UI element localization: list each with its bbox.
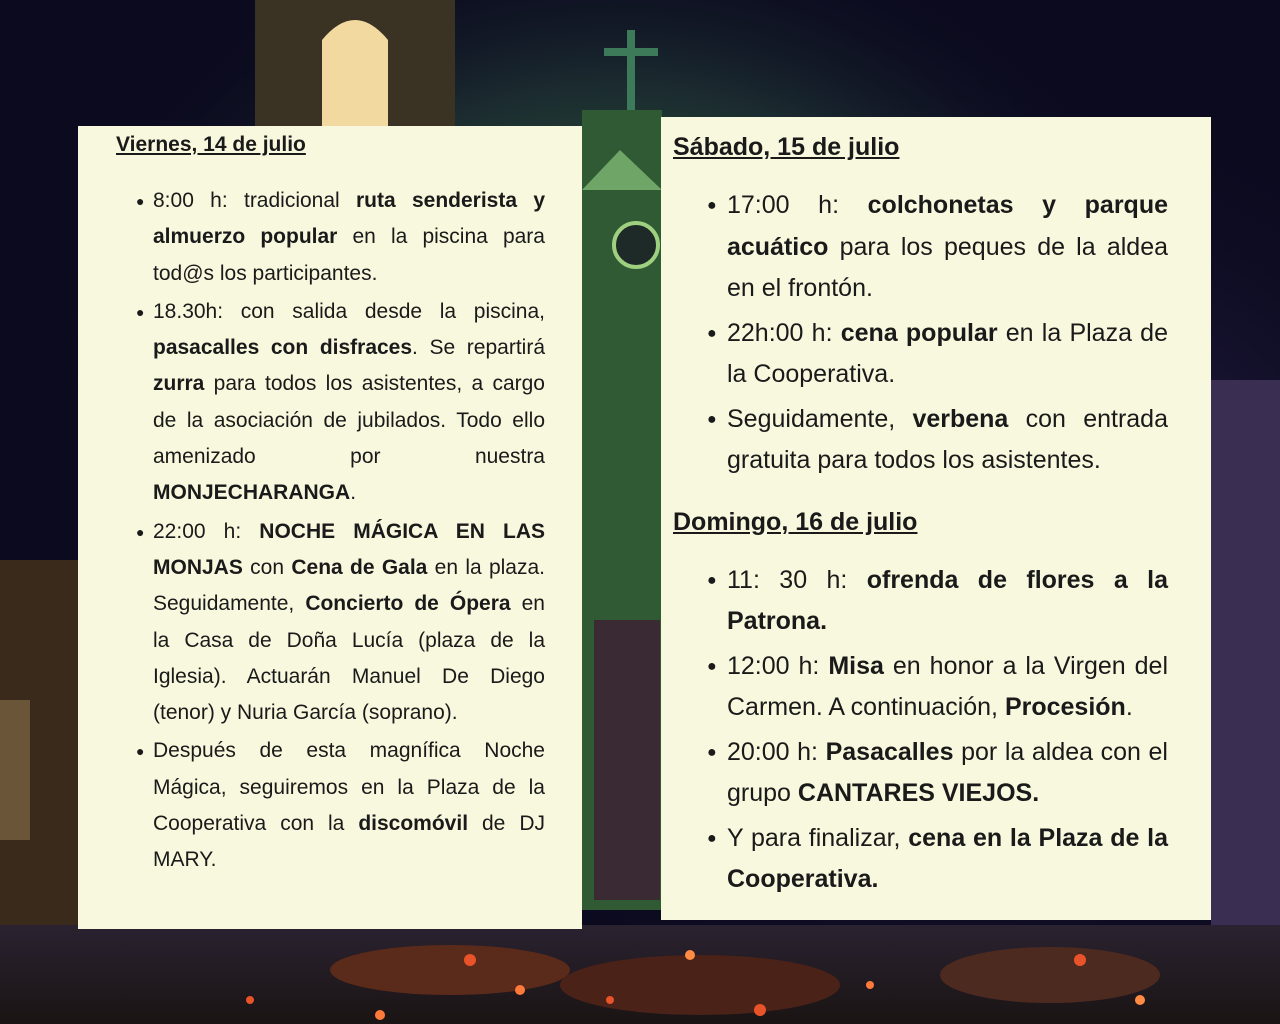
bullet-icon: ● <box>136 303 145 320</box>
event-text: en la piscina para tod@s los participantes. <box>153 225 545 285</box>
event-highlight-text: ofrenda de flores a la Patrona. <box>727 565 1168 635</box>
weekend-panel <box>661 117 1211 920</box>
friday-panel <box>78 126 582 929</box>
event-highlight-text: Cena de Gala <box>291 555 428 579</box>
saturday-event-list <box>673 185 1168 482</box>
bullet-icon: ● <box>707 743 717 761</box>
event-text: 22:00 h: <box>153 519 260 543</box>
sunday-event-item <box>707 818 1168 901</box>
friday-event-item <box>116 514 545 732</box>
event-text: Seguidamente, <box>727 404 913 433</box>
friday-heading: Viernes, 14 de julio <box>116 133 306 156</box>
event-highlight-text: NOCHE MÁGICA EN LAS MONJAS <box>153 519 545 579</box>
event-text: 17:00 h: <box>727 191 868 219</box>
bullet-icon: ● <box>707 197 717 214</box>
bullet-icon: ● <box>707 410 717 428</box>
friday-event-item <box>116 294 545 512</box>
bullet-icon: ● <box>707 324 717 342</box>
event-text: de DJ MARY. <box>153 812 545 872</box>
event-text: para todos los asistentes, a cargo de la asociación de jubilados. Todo ello amenizado por nuestra <box>153 372 545 469</box>
event-highlight-text: Concierto de Ópera <box>305 592 511 616</box>
event-text: 11: 30 h: <box>727 565 867 594</box>
event-text: 8:00 h: tradicional <box>153 189 356 212</box>
event-highlight-text: pasacalles con disfraces <box>153 336 413 360</box>
event-highlight-text: Misa <box>828 651 884 680</box>
saturday-event-item <box>707 399 1168 482</box>
event-text: . <box>1125 693 1133 721</box>
event-highlight-text: verbena <box>912 404 1009 433</box>
saturday-event-item <box>707 185 1168 310</box>
saturday-heading: Sábado, 15 de julio <box>673 133 900 161</box>
bullet-icon: ● <box>707 571 717 589</box>
sunday-event-item <box>707 646 1168 729</box>
event-text: en la Casa de Doña Lucía (plaza de la Iglesia). Actuarán Manuel De Diego (tenor) y Nuria García (soprano). <box>153 592 545 725</box>
event-text: 22h:00 h: <box>727 318 841 347</box>
event-text: 18.30h: con salida desde la piscina, <box>153 299 545 323</box>
friday-event-item <box>116 183 545 292</box>
event-highlight-text: zurra <box>153 372 205 396</box>
bullet-icon: ● <box>136 523 145 540</box>
bullet-icon: ● <box>707 657 717 675</box>
event-highlight-text: discomóvil <box>358 812 469 836</box>
event-text: en honor a la Virgen del Carmen. A continuación, <box>727 651 1168 721</box>
sunday-event-item <box>707 732 1168 815</box>
friday-event-list <box>116 183 545 879</box>
event-text: . Se repartirá <box>412 336 545 360</box>
sunday-event-list <box>673 560 1168 901</box>
friday-event-item <box>116 733 545 878</box>
event-highlight-text: colchonetas y parque acuático <box>727 191 1168 261</box>
event-text: 12:00 h: <box>727 651 829 680</box>
event-text: Y para finalizar, <box>727 823 909 852</box>
bullet-icon: ● <box>136 743 145 760</box>
event-highlight-text: cena en la Plaza de la Cooperativa. <box>727 823 1168 893</box>
event-text: . <box>350 481 357 505</box>
event-highlight-text: ruta senderista y almuerzo popular <box>153 189 545 249</box>
event-highlight-text: Pasacalles <box>825 737 954 766</box>
event-text: con <box>242 555 292 579</box>
saturday-event-item <box>707 313 1168 396</box>
event-text: por la aldea con el grupo <box>727 737 1168 807</box>
bullet-icon: ● <box>136 193 145 209</box>
sunday-heading: Domingo, 16 de julio <box>673 507 918 536</box>
event-text: en la Plaza de la Cooperativa. <box>727 318 1168 388</box>
event-highlight-text: MONJECHARANGA <box>153 481 351 505</box>
bullet-icon: ● <box>707 829 717 847</box>
event-text: con entrada gratuita para todos los asistentes. <box>727 404 1168 474</box>
event-text: en la plaza. Seguidamente, <box>153 555 546 616</box>
event-text: 20:00 h: <box>727 737 826 766</box>
event-text: Después de esta magnífica Noche Mágica, seguiremos en la Plaza de la Cooperativa con la <box>153 739 545 836</box>
event-text: para los peques de la aldea en el frontón. <box>727 232 1168 302</box>
sunday-event-item <box>707 560 1168 643</box>
event-highlight-text: Procesión <box>1004 693 1126 721</box>
event-highlight-text: CANTARES VIEJOS. <box>797 779 1040 807</box>
event-highlight-text: cena popular <box>840 318 998 347</box>
